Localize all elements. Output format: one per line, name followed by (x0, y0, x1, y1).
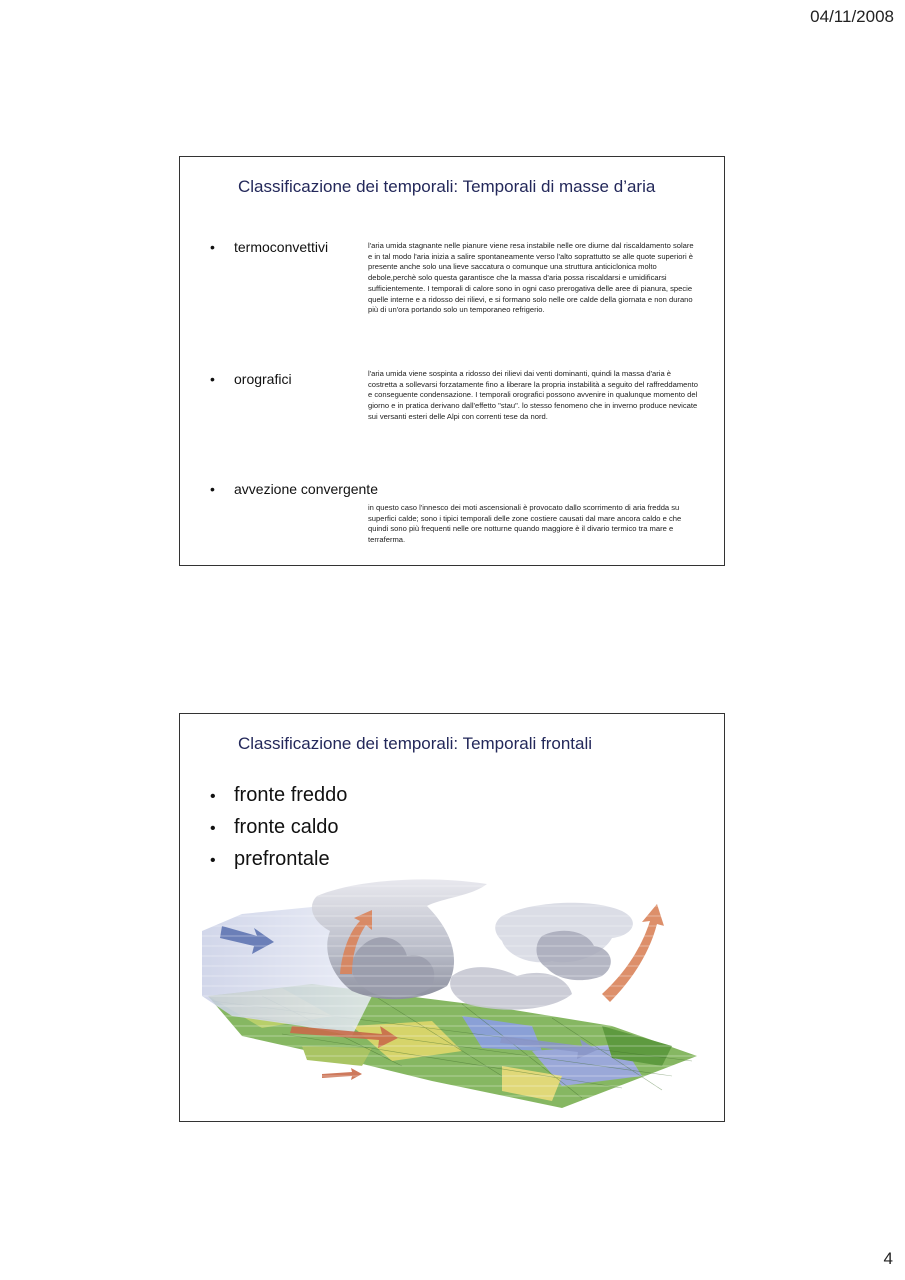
slide-air-mass-thunderstorms (179, 156, 725, 566)
bullet-fronte-caldo (210, 812, 347, 844)
bullet-prefrontale (210, 844, 347, 876)
bullet-label: fronte caldo (234, 816, 339, 838)
description-avvezione-convergente: in questo caso l'innesco dei moti ascensionali è provocato dallo scorrimento di aria fredda su superfici calde; sono i tipici temporali delle zone costiere causati dal mare ancora caldo e che quindi sono più frequenti nelle ore notturne quando maggiore è il divario termico tra mare e terraferma. (368, 503, 682, 545)
frontal-thunderstorm-illustration (202, 876, 702, 1114)
bullet-label: fronte freddo (234, 784, 348, 806)
slide-frontal-thunderstorms (179, 713, 725, 1122)
bullet-avvezione-convergente (210, 481, 378, 497)
bullet-label: avvezione convergente (234, 481, 378, 497)
bullet-dot: • (210, 788, 216, 805)
bullet-termoconvettivi (210, 239, 328, 255)
bullet-dot: • (210, 820, 216, 837)
bullet-fronte-freddo (210, 780, 347, 812)
description-termoconvettivi: l'aria umida stagnante nelle pianure viene resa instabile nelle ore diurne dal riscaldamento solare e in tal modo l'aria inizia a salire spontaneamente verso l'alto soprattutto se alle quote superiori è presente anche solo una lieve saccatura o comunque una struttura anticiclonica molto debole,perchè solo questa garantisce che la massa d'aria possa riscaldarsi e umidificarsi sufficientemente. I temporali di calore sono in ogni caso prerogativa delle aree di pianura, specie quelle interne e a ridosso dei rilievi, e si formano solo nelle ore calde della giornata e non durano più di un'ora portando solo un temporaneo refrigerio. (368, 241, 694, 315)
bullet-orografici (210, 371, 292, 387)
storm-clouds (312, 879, 633, 1009)
page-date: 04/11/2008 (810, 7, 894, 26)
bullet-dot: • (210, 371, 215, 387)
slide-title: Classificazione dei temporali: Temporali frontali (238, 734, 593, 753)
bullet-dot: • (210, 852, 216, 869)
bullet-label: prefrontale (234, 848, 330, 870)
bullet-dot: • (210, 239, 215, 255)
bullet-dot: • (210, 481, 215, 497)
bullet-label: termoconvettivi (234, 239, 329, 255)
slide-title: Classificazione dei temporali: Temporali di masse d’aria (238, 177, 656, 196)
description-orografici: l'aria umida viene sospinta a ridosso dei rilievi dai venti dominanti, quindi la massa d'aria è costretta a sollevarsi forzatamente fino a liberare la propria instabilità a seguito del raffreddamento e conseguente condensazione. I temporali orografici possono avvenire in qualunque momento del giorno e in pratica derivano dall'effetto "stau". lo stesso fenomeno che in inverno produce nevicate sui versanti esteri delle Alpi con correnti tese da nord. (368, 369, 698, 421)
bullet-list (210, 780, 347, 876)
page-number: 4 (883, 1249, 893, 1268)
bullet-label: orografici (234, 371, 292, 387)
